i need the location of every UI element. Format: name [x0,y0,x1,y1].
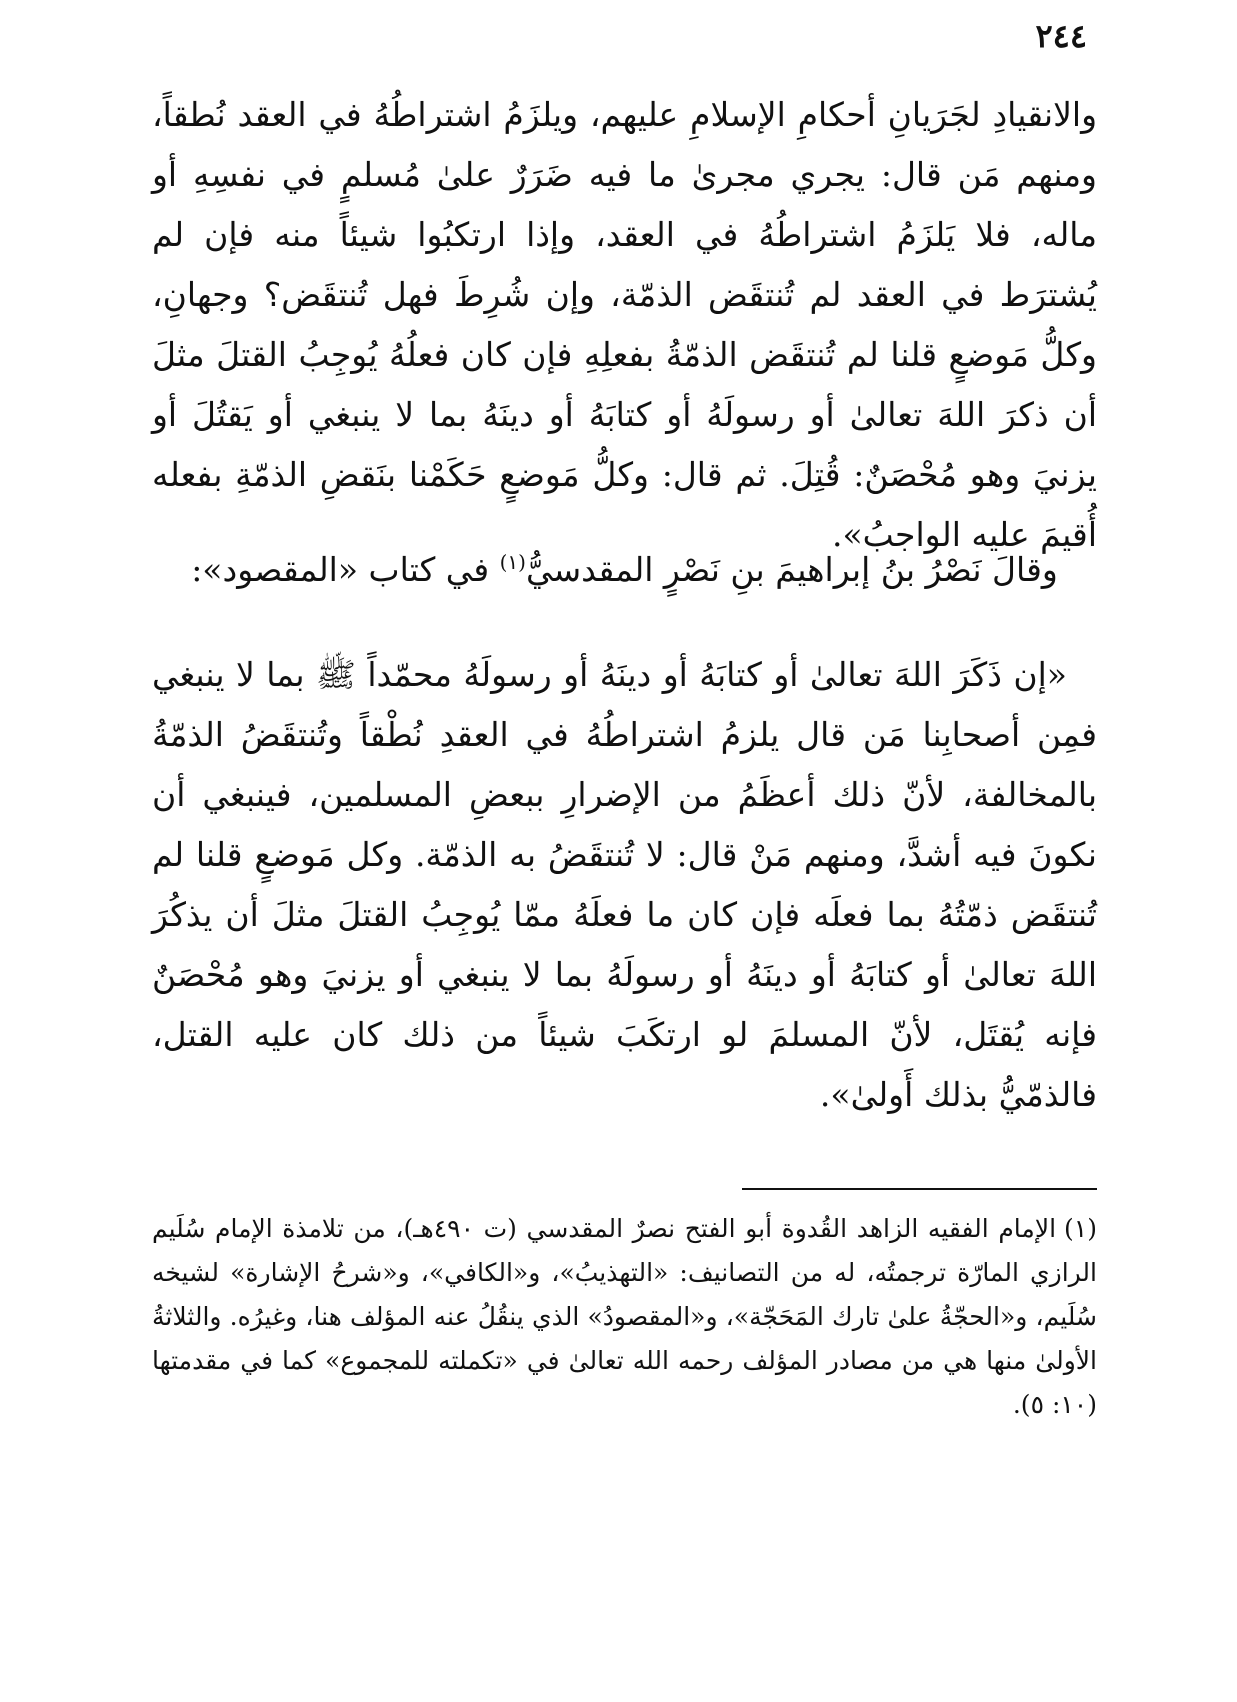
footnote-separator [742,1188,1097,1190]
page-number: ٢٤٤ [1035,17,1087,55]
footnote-marker: (١) [1064,1214,1097,1243]
body-paragraph-1: والانقيادِ لجَرَيانِ أحكامِ الإسلامِ عليهم، ويلزَمُ اشتراطُهُ في العقد نُطقاً، ومنهم مَن قال: يجري مجرىٰ ما فيه ضَرَرٌ علىٰ مُسلمٍ في نفسِهِ أو ماله، فلا يَلزَمُ اشتراطُهُ في العقد، وإذا ارتكبُوا شيئاً منه فإن لم يُشترَط في العقد لم تُنتقَض الذمّة، وإن شُرِطَ فهل تُنتقَض؟ وجهانِ، وكلُّ مَوضعٍ قلنا لم تُنتقَض الذمّةُ بفعلِهِ فإن كان فعلُهُ يُوجِبُ القتلَ مثلَ أن ذكرَ اللهَ تعالىٰ أو رسولَهُ أو كتابَهُ أو دينَهُ بما لا ينبغي أو يَقتُلَ أو يزنيَ وهو مُحْصَنٌ: قُتِلَ. ثم قال: وكلُّ مَوضعٍ حَكَمْنا بنَقضِ الذمّةِ بفعله أُقيمَ عليه الواجبُ». [152,95,1097,554]
paragraph-2-text-after: في كتاب «المقصود»: [191,550,500,589]
footnote-reference: (١) [499,550,526,574]
footnote [152,1207,1097,1427]
paragraph-2-text-before: وقالَ نَصْرُ بنُ إبراهيمَ بنِ نَصْرٍ المقدسيُّ [525,550,1058,589]
body-paragraph-3: «إن ذَكَرَ اللهَ تعالىٰ أو كتابَهُ أو دينَهُ أو رسولَهُ محمّداً ﷺ بما لا ينبغي فمِن أصحابِنا مَن قال يلزمُ اشتراطُهُ في العقدِ نُطْقاً وتُنتقَضُ الذمّةُ بالمخالفة، لأنّ ذلك أعظَمُ من الإضرارِ ببعضِ المسلمين، فينبغي أن نكونَ فيه أشدَّ، ومنهم مَنْ قال: لا تُنتقَضُ به الذمّة. وكل مَوضعٍ قلنا لم تُنتقَض ذمّتُهُ بما فعلَه فإن كان ما فعلَهُ ممّا يُوجِبُ القتلَ مثلَ أن يذكُرَ اللهَ تعالىٰ أو كتابَهُ أو دينَهُ أو رسولَهُ بما لا ينبغي أو يزنيَ وهو مُحْصَنٌ فإنه يُقتَل، لأنّ المسلمَ لو ارتكَبَ شيئاً من ذلك كان عليه القتل، فالذمّيُّ بذلك أَولىٰ». [152,655,1097,1114]
footnote-text: الإمام الفقيه الزاهد القُدوة أبو الفتح نصرٌ المقدسي (ت ٤٩٠هـ)، من تلامذة الإمام سُلَيم الرازي المارّة ترجمتُه، له من التصانيف: «التهذيبُ»، و«الكافي»، و«شرحُ الإشارة» لشيخه سُلَيم، و«الحجّةُ علىٰ تارك المَحَجّة»، و«المقصودُ» الذي ينقُلُ عنه المؤلف هنا، وغيرُه. والثلاثةُ الأولىٰ منها هي من مصادر المؤلف رحمه الله تعالىٰ في «تكملته للمجموع» كما في مقدمتها (١٠: ٥). [152,1214,1097,1419]
body-paragraph-2 [152,540,1097,600]
